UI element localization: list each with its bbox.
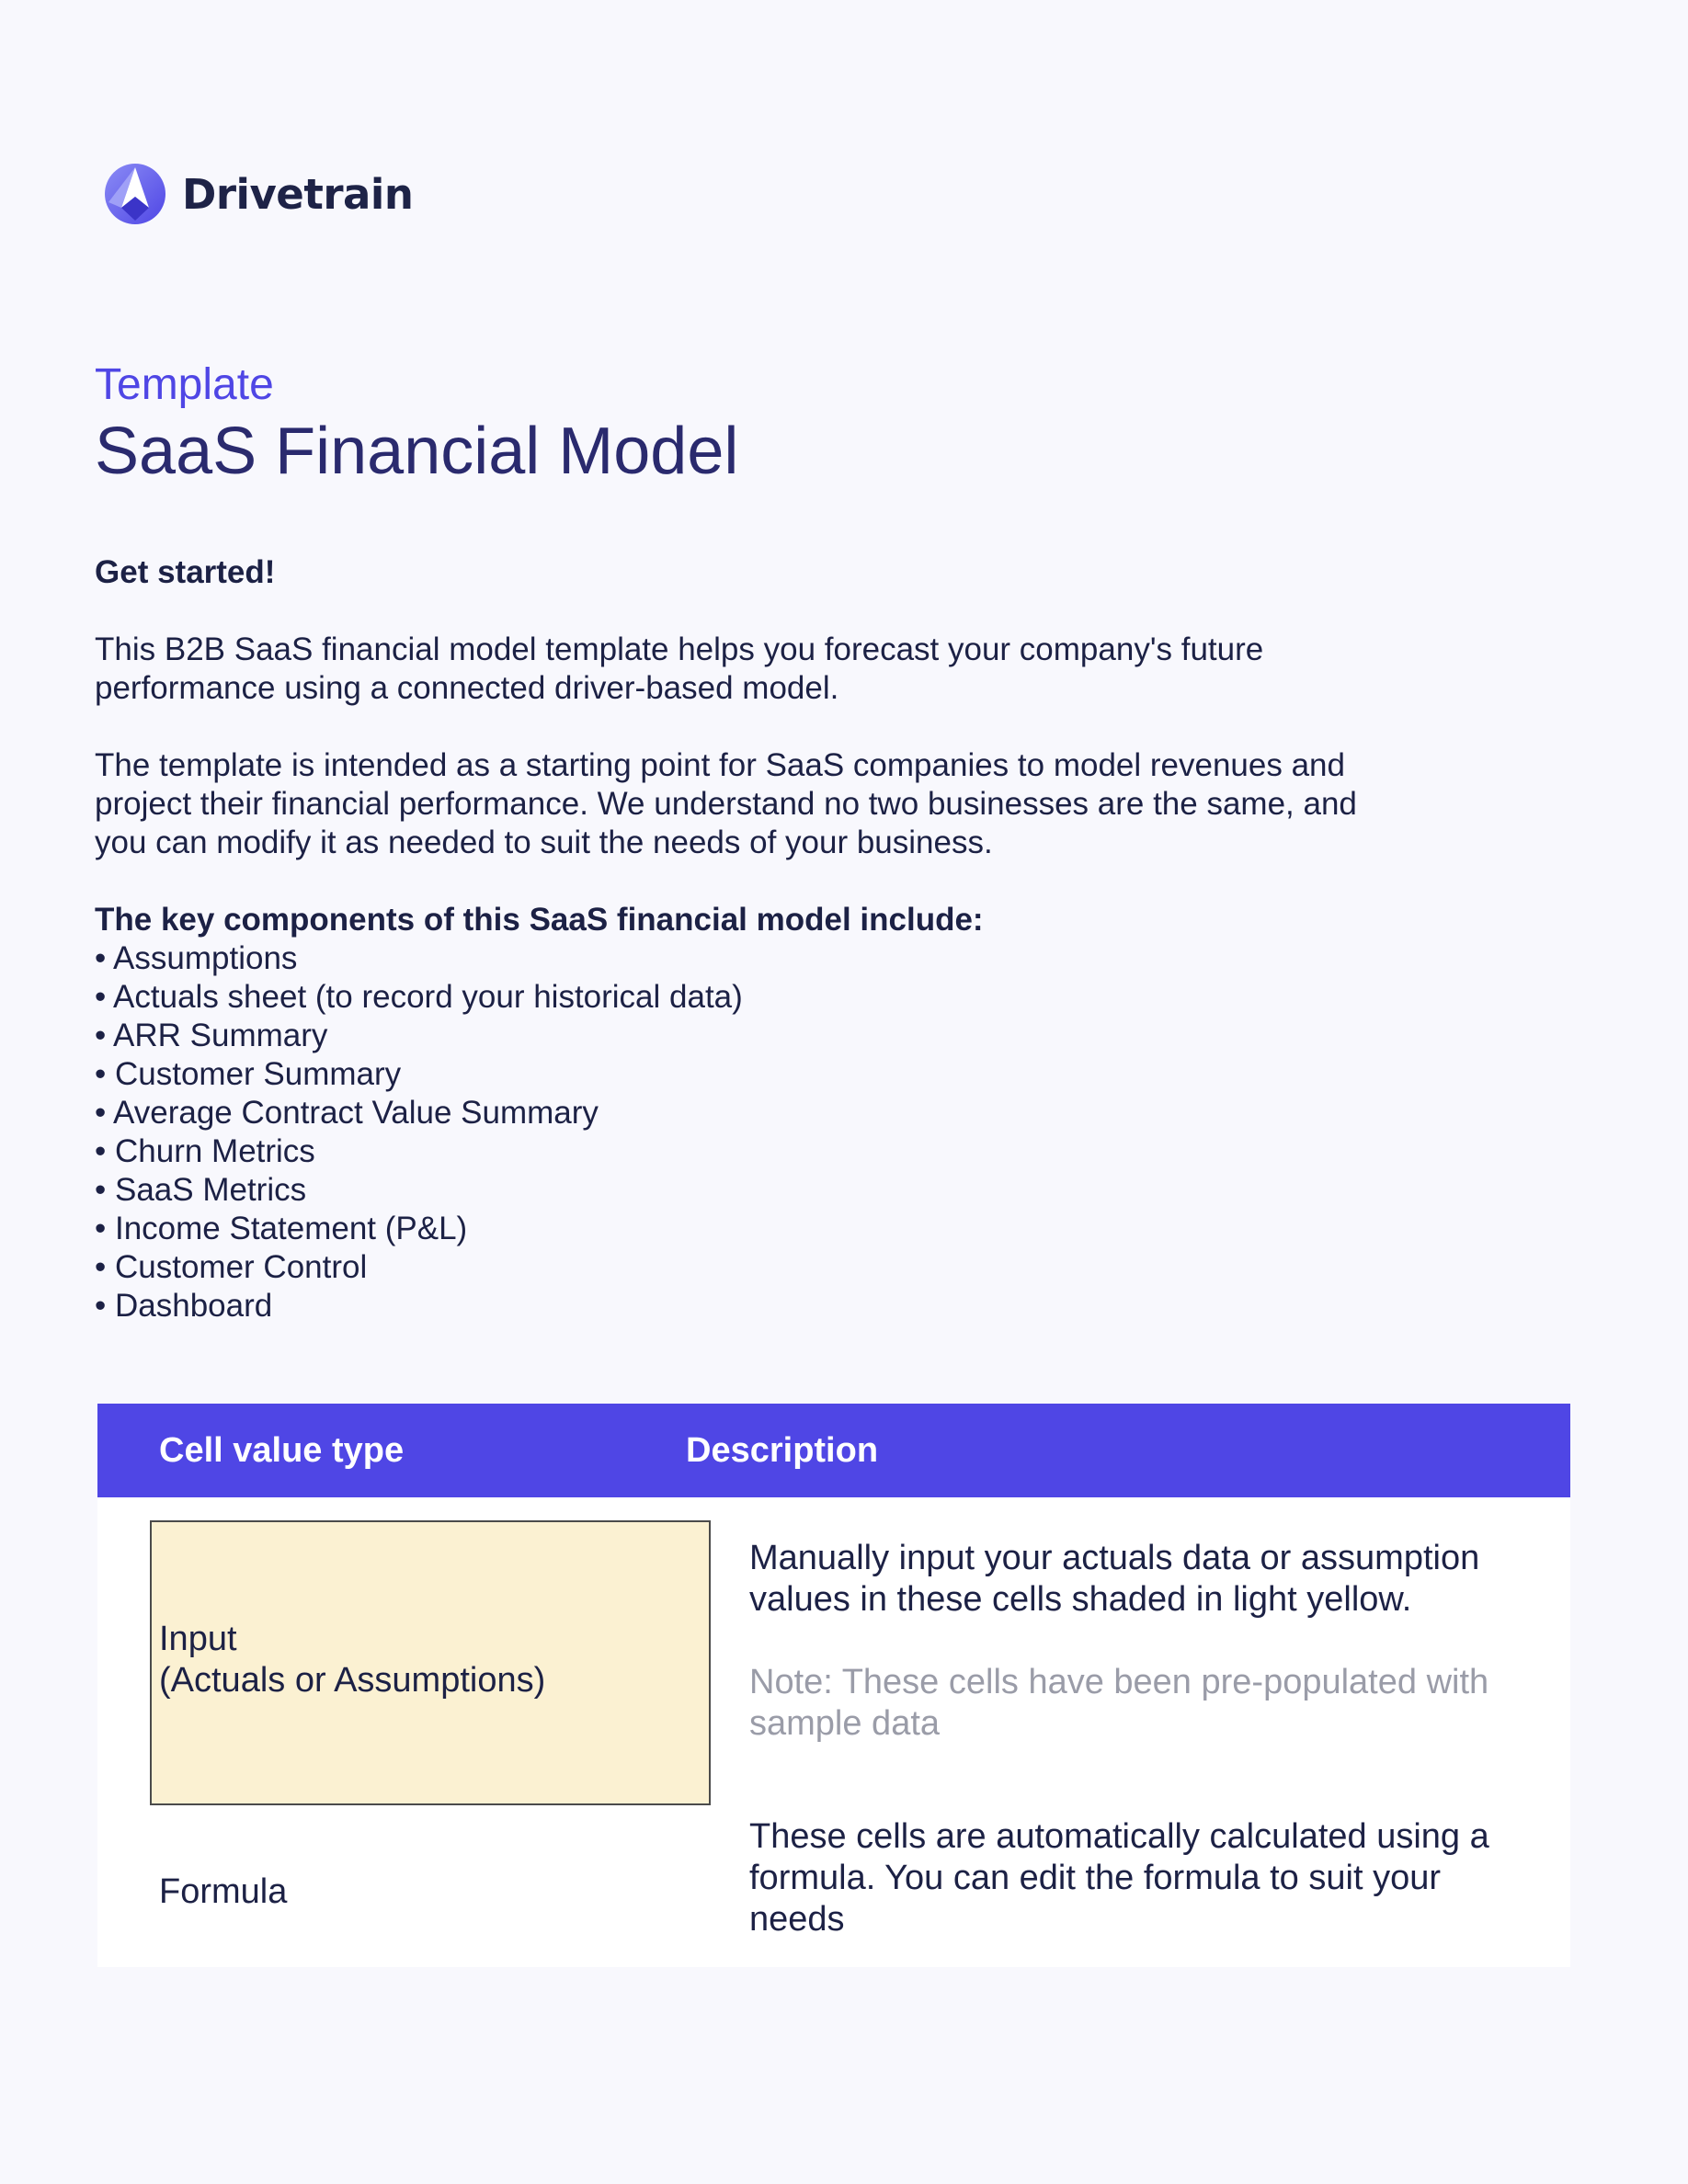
intro-paragraph-2: The template is intended as a starting point for SaaS companies to model revenues and project their financial performance. We understand no two businesses are the same, and you can modify it as needed to suit the needs of your business. <box>95 747 1357 860</box>
list-item: • Income Statement (P&L) <box>95 1210 1437 1248</box>
legend-header-type: Cell value type <box>159 1430 405 1470</box>
legend-type-formula: Formula <box>159 1872 288 1911</box>
list-item: • Actuals sheet (to record your historical data) <box>95 978 1437 1017</box>
legend-desc-input-note: Note: These cells have been pre-populated with sample data <box>749 1663 1489 1743</box>
page-eyebrow: Template <box>95 360 274 409</box>
list-item: • SaaS Metrics <box>95 1171 1437 1210</box>
legend-desc-input-text: Manually input your actuals data or assumption values in these cells shaded in light yellow. <box>749 1539 1480 1619</box>
legend-desc-input <box>749 1538 1522 1745</box>
list-item: • Churn Metrics <box>95 1132 1437 1171</box>
legend-row-formula <box>97 1805 1570 1967</box>
list-item: • Dashboard <box>95 1287 1437 1325</box>
components-heading: The key components of this SaaS financial model include: <box>95 902 984 938</box>
list-item: • ARR Summary <box>95 1017 1437 1055</box>
list-item: • Customer Control <box>95 1248 1437 1287</box>
components-list <box>95 939 1437 1325</box>
legend-header-description: Description <box>686 1430 879 1470</box>
legend-row-input <box>97 1497 1570 1805</box>
legend-type-input <box>159 1619 545 1701</box>
page-title: SaaS Financial Model <box>95 415 739 488</box>
brand-name: Drivetrain <box>182 169 414 219</box>
drivetrain-logo-icon <box>103 162 167 226</box>
legend-desc-formula: These cells are automatically calculated using a formula. You can edit the formula to suit your needs <box>749 1817 1489 1939</box>
get-started-heading: Get started! <box>95 554 276 590</box>
list-item: • Assumptions <box>95 939 1437 978</box>
brand-logo[interactable] <box>103 162 413 226</box>
intro-section <box>95 553 1437 1325</box>
legend-type-input-line2: (Actuals or Assumptions) <box>159 1661 546 1700</box>
intro-paragraph-1: This B2B SaaS financial model template helps you forecast your company's future performance using a connected driver-based model. <box>95 631 1264 706</box>
list-item: • Average Contract Value Summary <box>95 1094 1437 1132</box>
legend-header-row <box>97 1404 1570 1497</box>
cell-type-legend-table <box>97 1404 1570 1967</box>
legend-type-input-line1: Input <box>159 1620 237 1658</box>
list-item: • Customer Summary <box>95 1055 1437 1094</box>
